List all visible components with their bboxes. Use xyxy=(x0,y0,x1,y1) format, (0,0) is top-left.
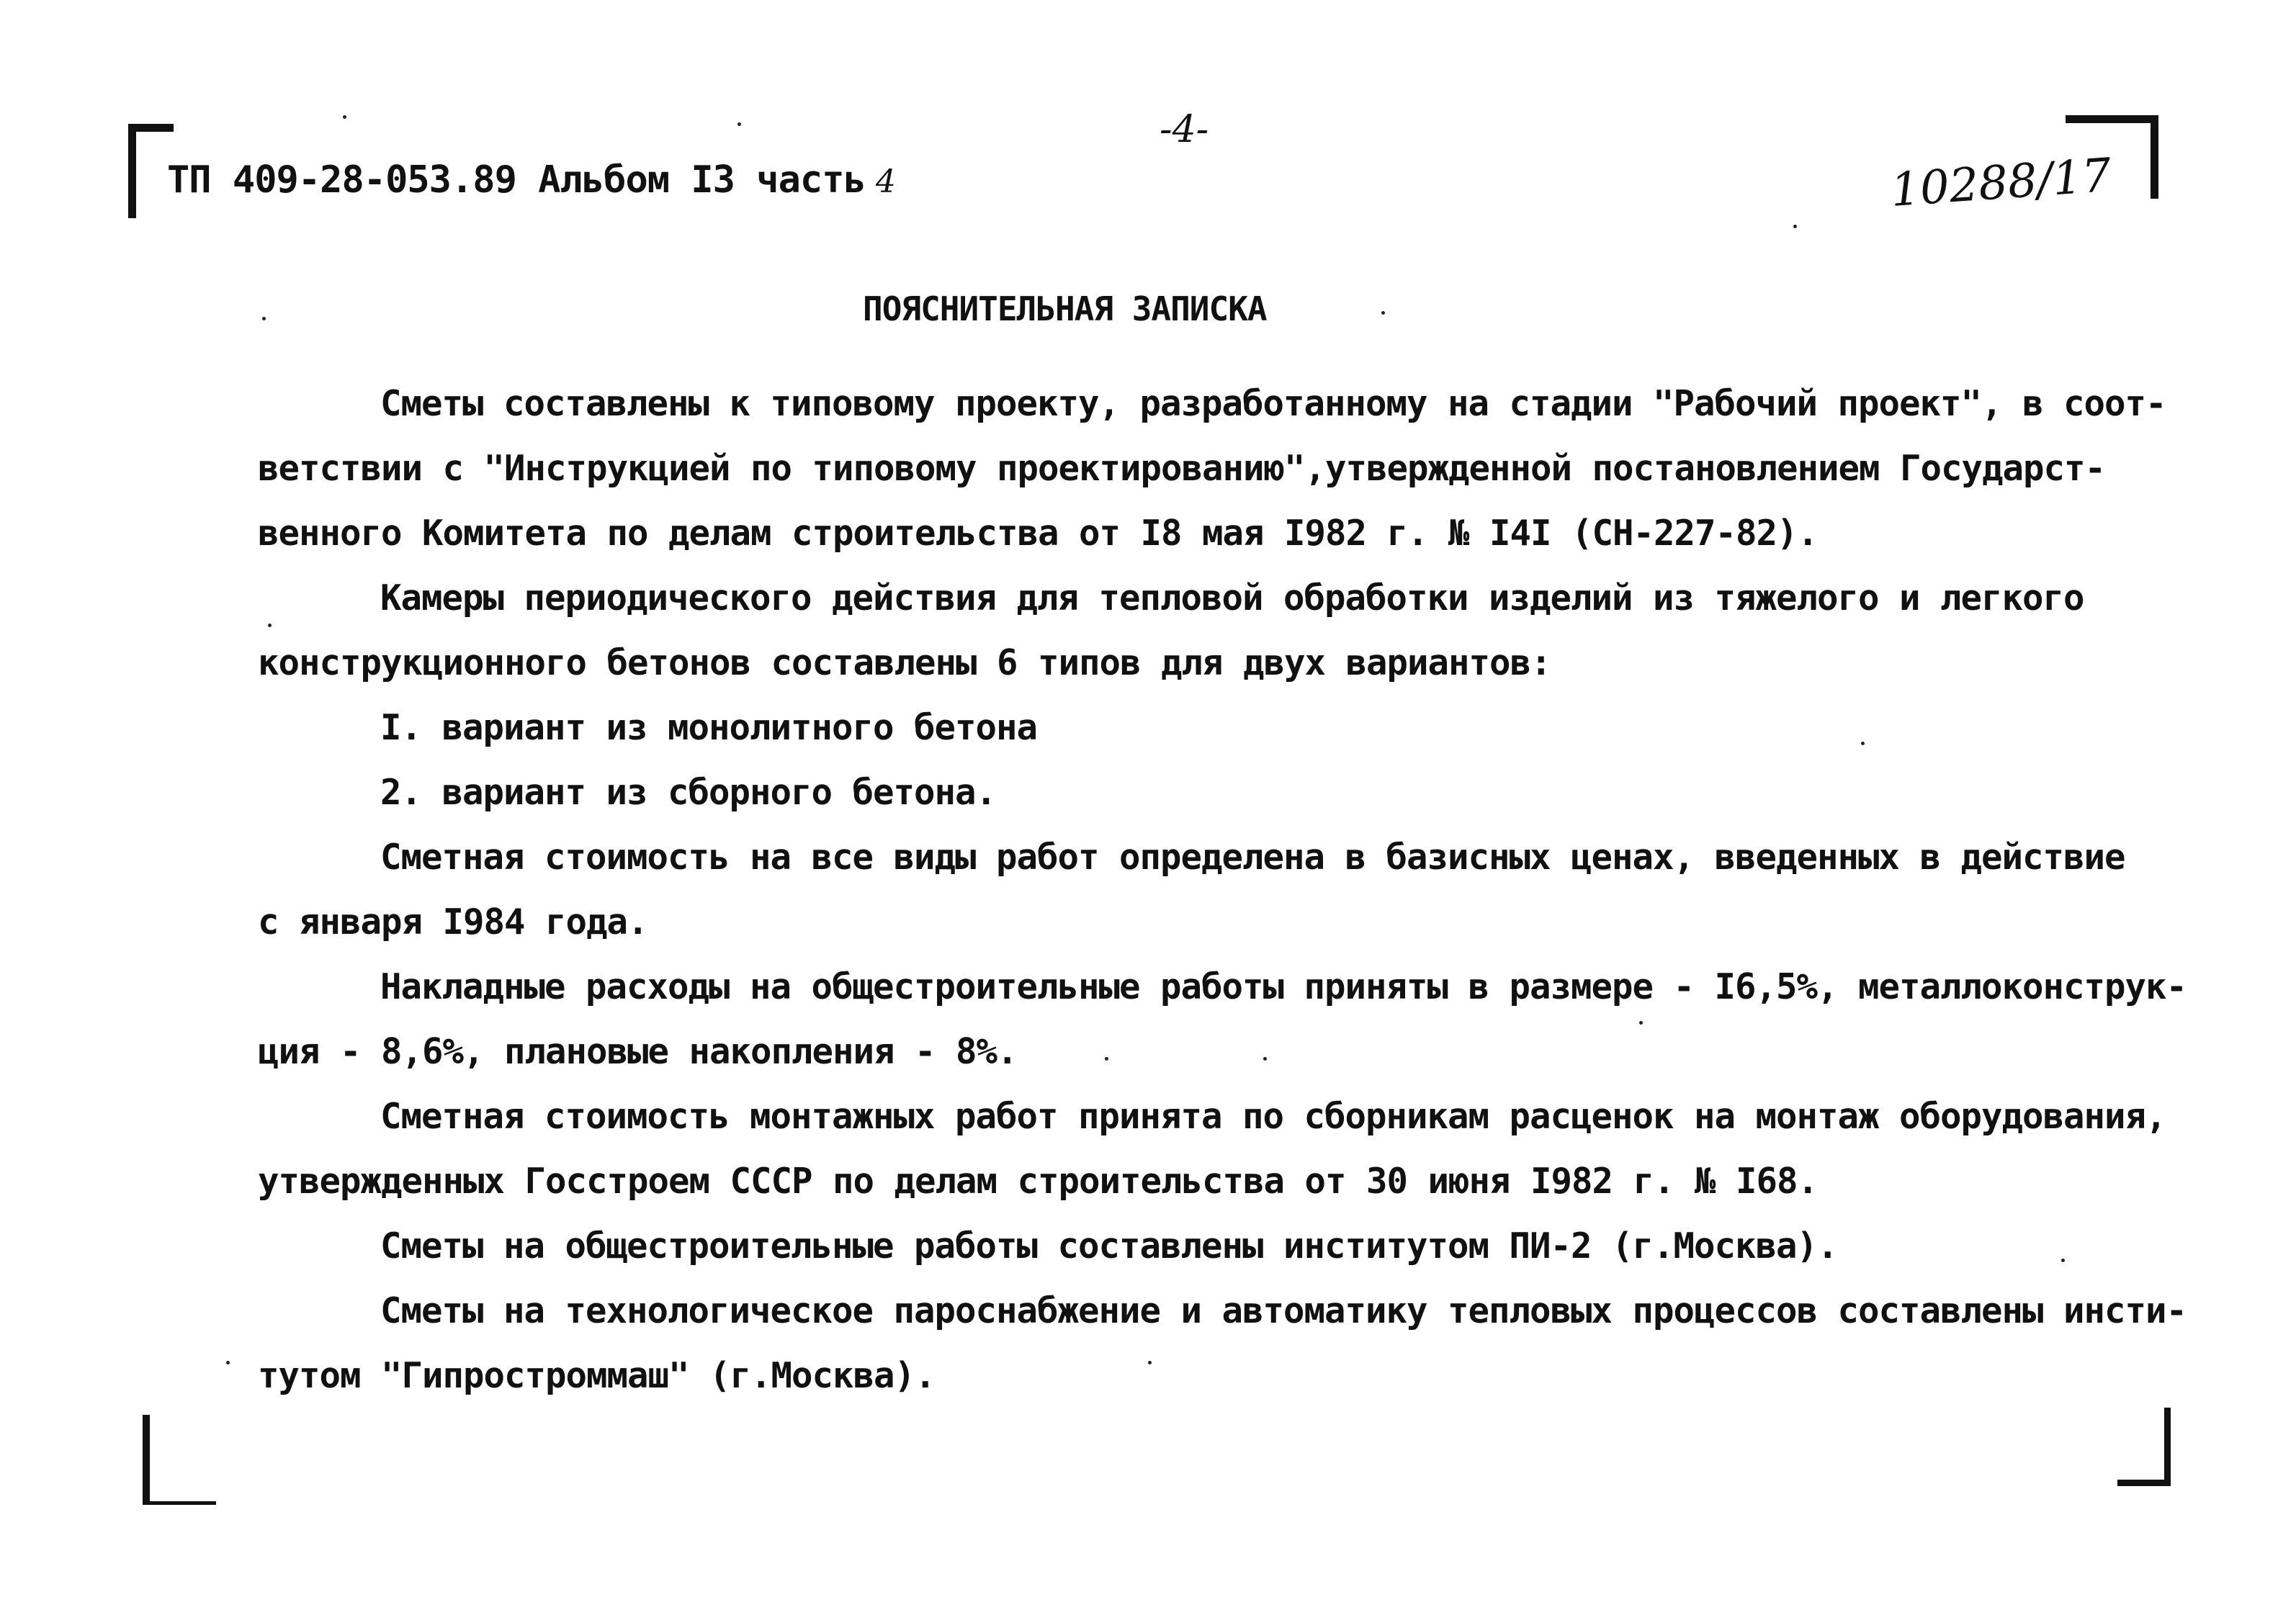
scan-speck xyxy=(1793,225,1797,228)
document-code xyxy=(167,158,895,202)
inventory-number: 10288/17 xyxy=(1888,148,2113,217)
text-line: Сметы составлены к типовому проекту, разработанному на стадии "Рабочий проект", в соот- xyxy=(380,383,2166,424)
scan-speck xyxy=(343,115,346,119)
text-line: Сметная стоимость монтажных работ принята по сборникам расценок на монтаж оборудования, xyxy=(380,1096,2166,1137)
text-line: Сметы на общестроительные работы составлены институтом ПИ-2 (г.Москва). xyxy=(380,1225,1838,1267)
scan-speck xyxy=(226,1361,230,1364)
text-line: Сметы на технологическое пароснабжение и автоматику тепловых процессов составлены инсти- xyxy=(380,1290,2187,1331)
document-code-text: ТП 409-28-053.89 Альбом I3 часть xyxy=(167,158,866,202)
corner-bracket-bottom-right xyxy=(2117,1408,2171,1486)
scan-speck xyxy=(1105,1057,1108,1061)
text-line: Сметная стоимость на все виды работ определена в базисных ценах, введенных в действие xyxy=(380,837,2125,878)
text-line: I. вариант из монолитного бетона xyxy=(380,707,1038,748)
text-line: ция - 8,6%, плановые накопления - 8%. xyxy=(258,1031,1018,1072)
scan-speck xyxy=(1148,1361,1152,1364)
text-line: утвержденных Госстроем СССР по делам строительства от 30 июня I982 г. № I68. xyxy=(258,1161,1819,1202)
scan-speck xyxy=(1639,1021,1643,1025)
scan-speck xyxy=(737,122,741,126)
scan-speck xyxy=(1263,1057,1267,1061)
scan-speck xyxy=(268,624,272,627)
text-line: венного Комитета по делам строительства от I8 мая I982 г. № I4I (СН-227-82). xyxy=(258,513,1819,554)
text-line: Камеры периодического действия для тепловой обработки изделий из тяжелого и легкого xyxy=(380,577,2084,618)
text-line: 2. вариант из сборного бетона. xyxy=(380,772,997,813)
text-line: ветствии с "Инструкцией по типовому проектированию",утвержденной постановлением Государст- xyxy=(258,448,2106,489)
scan-speck xyxy=(262,317,266,320)
page-number: -4- xyxy=(1160,108,1209,151)
scan-speck xyxy=(1861,742,1865,745)
corner-bracket-bottom-left xyxy=(143,1415,216,1505)
scan-speck xyxy=(2061,1259,2065,1262)
text-line: тутом "Гипростроммаш" (г.Москва). xyxy=(258,1355,936,1396)
scan-speck xyxy=(1381,311,1385,315)
document-title: ПОЯСНИТЕЛЬНАЯ ЗАПИСКА xyxy=(863,289,1267,328)
text-line: Накладные расходы на общестроительные работы приняты в размере - I6,5%, металлоконструк- xyxy=(380,966,2187,1007)
text-line: конструкционного бетонов составлены 6 типов для двух вариантов: xyxy=(258,642,1551,683)
text-line: с января I984 года. xyxy=(258,901,648,943)
album-part-number: 4 xyxy=(875,163,895,200)
